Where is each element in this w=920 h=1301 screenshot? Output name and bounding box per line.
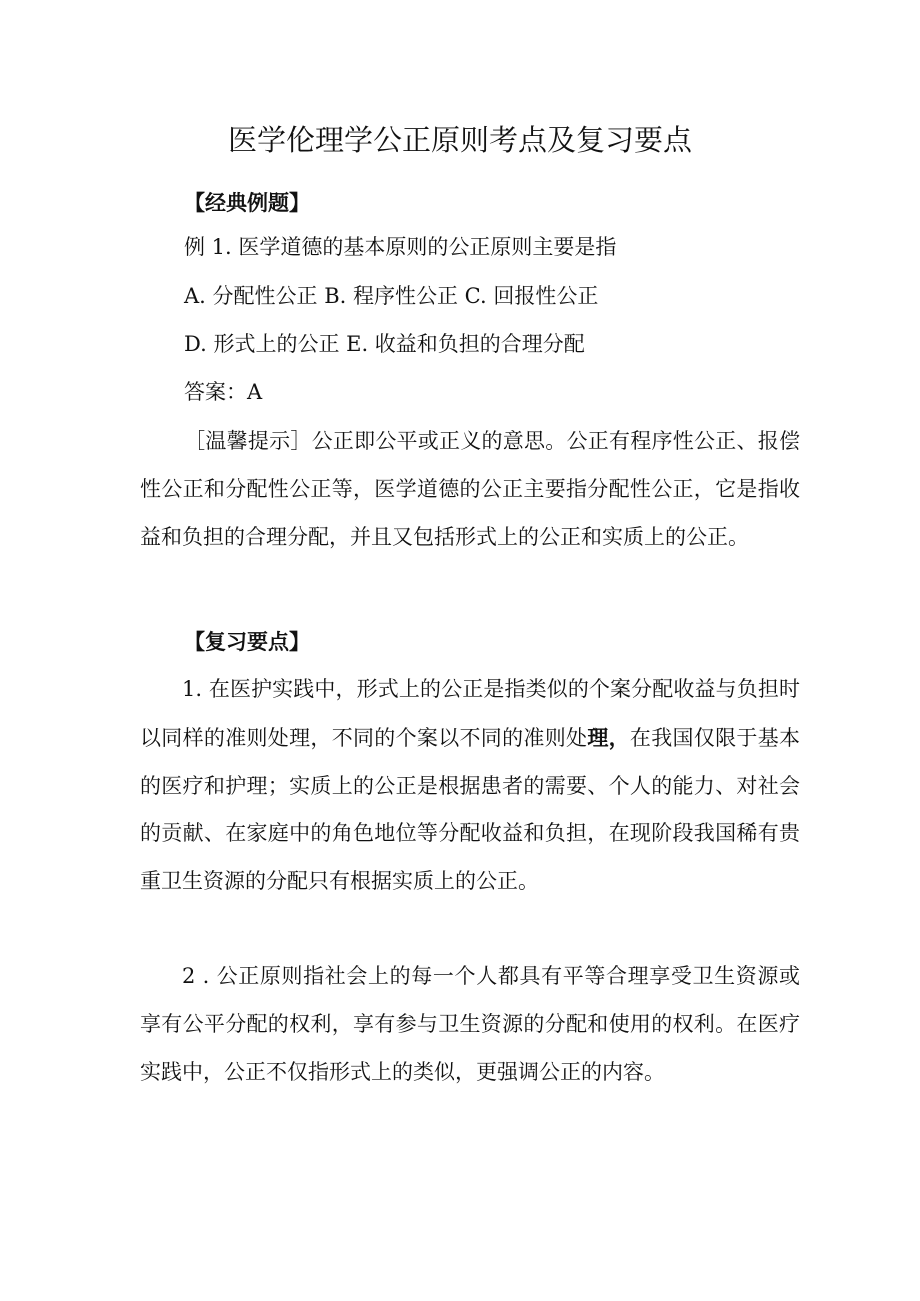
review-point-1-text-b: 在我国仅限于基本的医疗和护理；实质上的公正是根据患者的需要、个人的能力、对社会的贡献、在家庭中的角色地位等分配收益和负担，在现阶段我国稀有贵重卫生资源的分配只有根据实质上的公正。 xyxy=(140,725,801,894)
review-point-1-text-a: 1. 在医护实践中，形式上的公正是指类似的个案分配收益与负担时以同样的准则处理，不同的个案以不同的准则处 xyxy=(140,677,800,750)
example-options-line-1: A. 分配性公正 B. 程序性公正 C. 回报性公正 xyxy=(184,284,599,308)
review-point-1 xyxy=(140,666,800,906)
example-options-line-2: D. 形式上的公正 E. 收益和负担的合理分配 xyxy=(184,332,585,356)
review-point-1-bold-text: 理， xyxy=(587,724,630,750)
example-tip-paragraph: ［温馨提示］公正即公平或正义的意思。公正有程序性公正、报偿性公正和分配性公正等，医学道德的公正主要指分配性公正，它是指收益和负担的合理分配，并且又包括形式上的公正和实质上的公正。 xyxy=(140,429,800,549)
document-title: 医学伦理学公正原则考点及复习要点 xyxy=(227,123,692,157)
example-answer: 答案：A xyxy=(184,380,263,404)
review-section-heading: 【复习要点】 xyxy=(184,629,310,654)
example-question: 例 1. 医学道德的基本原则的公正原则主要是指 xyxy=(184,235,617,259)
review-point-2: 2 . 公正原则指社会上的每一个人都具有平等合理享受卫生资源或享有公平分配的权利，享有参与卫生资源的分配和使用的权利。在医疗实践中，公正不仅指形式上的类似，更强调公正的内容。 xyxy=(140,964,800,1084)
example-section-heading: 【经典例题】 xyxy=(184,190,310,215)
